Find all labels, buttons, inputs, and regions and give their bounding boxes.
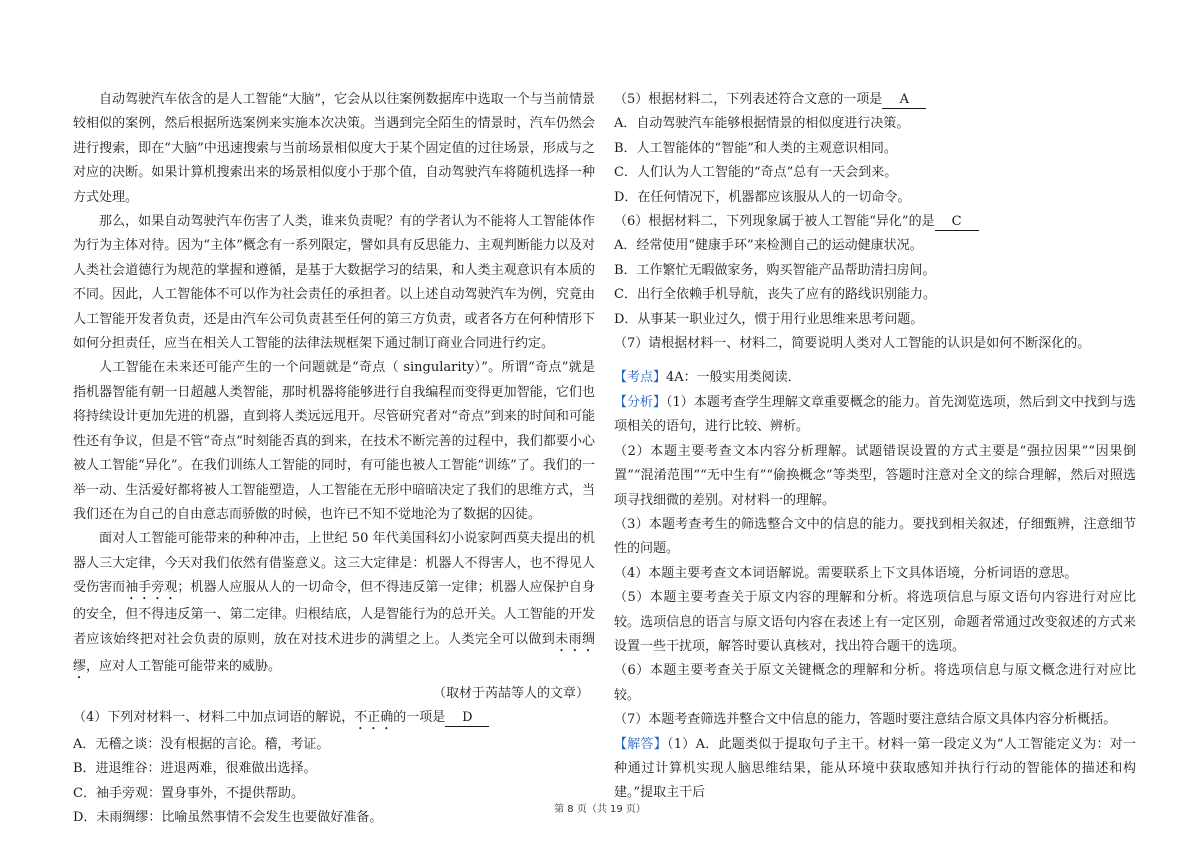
question-5-option-c: C．人们认为人工智能的“奇点”总有一天会到来。 bbox=[614, 165, 898, 181]
section-gap bbox=[614, 356, 1136, 366]
kaodian-tag: 【考点】 bbox=[614, 370, 667, 386]
question-6-answer: C bbox=[935, 214, 979, 231]
jieda-line bbox=[614, 733, 1136, 806]
fenxi-1-text: （1）本题考查学生理解文章重要概念的能力。首先浏览选项，然后到文中找到与选项相关的语句，进行比较、辨析。 bbox=[614, 394, 1136, 435]
fenxi-2: （2）本题主要考查文本内容分析理解。试题错误设置的方式主要是“强拉因果”“因果倒置”“混淆范围”“无中生有”“偷换概念”等类型，答题时注意对全文的综合理解，然后对照选项寻找细微的差别。对材料一的理解。 bbox=[614, 443, 1136, 508]
question-5-option-b: B．人工智能体的“智能”和人类的主观意识相同。 bbox=[614, 140, 897, 156]
dotted-term-weiyu: 未雨绸缪 bbox=[73, 631, 595, 674]
source-note: （取材于芮喆等人的文章） bbox=[432, 685, 589, 701]
left-column bbox=[73, 88, 595, 831]
material-paragraph-3: 人工智能在未来还可能产生的一个问题就是“奇点（ singularity）”。所谓“奇点”就是指机器智能有朝一日超越人类智能，那时机器将能够进行自我编程而变得更加智能，它们也将持续设计更加先进的机器，直到将人类远远甩开。尽管研究者对“奇点”到来的时间和可能性还有争议，但是不管“奇点”时刻能否真的到来，在技术不断完善的过程中，我们都要小心被人工智能“异化”。在我们训练人工智能的同时，有可能也被人工智能“训练”了。我们的一举一动、生活爱好都将被人工智能塑造，人工智能在无形中暗暗决定了我们的思维方式，当我们还在为自己的自由意志而骄傲的时候，也许已不知不觉地沦为了数据的囚徒。 bbox=[73, 360, 595, 522]
fenxi-5: （5）本题主要考查关于原文内容的理解和分析。将选项信息与原文语句内容进行对应比较。选项信息的语言与原文语句内容在表述上有一定区别，命题者常通过改变叙述的方式来设置一些干扰项，解答时要认真核对，找出符合题干的选项。 bbox=[614, 590, 1136, 654]
material-paragraph-2: 那么，如果自动驾驶汽车伤害了人类，谁来负责呢？有的学者认为不能将人工智能体作为行为主体对待。因为“主体”概念有一系列限定，譬如具有反思能力、主观判断能力以及对人类社会道德行为规范的掌握和遵循，是基于大数据学习的结果，和人类主观意识有本质的不同。因此，人工智能体不可以作为社会责任的承担者。以上述自动驾驶汽车为例，究竟由人工智能开发者负责，还是由汽车公司负责甚至任何的第三方负责，或者各方在何种情形下如何分担责任，应当在相关人工智能的法律法规框架下通过制订商业合同进行约定。 bbox=[73, 214, 595, 352]
fenxi-4: （4）本题主要考查文本词语解说。需要联系上下文具体语境，分析词语的意思。 bbox=[614, 565, 1078, 581]
question-6-option-c: C．出行全依赖手机导航，丧失了应有的路线识别能力。 bbox=[614, 287, 936, 303]
question-6-option-a: A．经常使用“健康手环”来检测自己的运动健康状况。 bbox=[614, 238, 923, 254]
material-paragraph-1: 自动驾驶汽车依含的是人工智能“大脑”，它会从以往案例数据库中选取一个与当前情景较相似的案例，然后根据所选案例来实施本次决策。当遇到完全陌生的情景时，汽车仍然会进行搜索，即在“大脑”中迅速搜索与当前场景相似度大于某个固定值的过往场景，形成与之对应的决断。如果计算机搜索出来的场景相似度小于那个值，自动驾驶汽车将随机选择一种方式处理。 bbox=[73, 92, 595, 205]
question-7: （7）请根据材料一、材料二，简要说明人类对人工智能的认识是如何不断深化的。 bbox=[614, 336, 1091, 352]
kaodian-line bbox=[614, 366, 1136, 390]
paragraph-4-part-c: ，应对人工智能可能带来的威胁。 bbox=[86, 658, 282, 674]
question-4-suffix: 的一项是 bbox=[393, 709, 446, 725]
question-5-option-d: D．在任何情况下，机器都应该服从人的一切命令。 bbox=[614, 189, 911, 205]
kaodian-text: 4A：一般实用类阅读． bbox=[666, 370, 801, 386]
fenxi-1 bbox=[614, 391, 1136, 440]
question-4-prefix: （4）下列对材料一、材料二中加点词语的解说， bbox=[73, 709, 355, 725]
question-4-dotted: 不正确 bbox=[354, 709, 394, 725]
question-5-stem: （5）根据材料二，下列表述符合文意的一项是 bbox=[614, 92, 883, 107]
question-6-option-b: B．工作繁忙无暇做家务，购买智能产品帮助清扫房间。 bbox=[614, 262, 936, 278]
fenxi-6: （6）本题主要考查关于原文关键概念的理解和分析。将选项信息与原文概念进行对应比较。 bbox=[614, 663, 1136, 703]
question-4-option-c: C．袖手旁观：置身事外，不提供帮助。 bbox=[73, 785, 304, 801]
question-4-option-d: D．未雨绸缪：比喻虽然事情不会发生也要做好准备。 bbox=[73, 810, 383, 826]
page-footer: 第 8 页（共 19 页） bbox=[554, 804, 646, 815]
fenxi-7: （7）本题考查筛选并整合文中信息的能力，答题时要注意结合原文具体内容分析概括。 bbox=[614, 712, 1117, 728]
jieda-text: （1）A．此题类似于提取句子主干。材料一第一段定义为“人工智能定义为：对一种通过计算机实现人脑思维结果，能从环境中获取感知并执行行动的智能体的描述和构建。”提取主干后 bbox=[614, 736, 1136, 801]
question-4 bbox=[73, 706, 595, 733]
fenxi-tag: 【分析】 bbox=[614, 394, 667, 410]
question-6-option-d: D．从事某一职业过久，惯于用行业思维来思考问题。 bbox=[614, 311, 924, 327]
question-6-stem: （6）根据材料二，下列现象属于被人工智能“异化”的是 bbox=[614, 214, 935, 230]
dotted-term-xiushou: 袖手旁观 bbox=[125, 580, 178, 596]
question-5-option-a: A．自动驾驶汽车能够根据情景的相似度进行决策。 bbox=[614, 116, 910, 132]
paragraph-4-part-a: 面对人工智能可能带来的种种冲击，上世纪 50 年代美国科幻小说家阿西莫夫提出的机器人三大定律，今天对我们依然有借鉴意义。这三大定律是：机器人不得害人，也不得见人受伤害而 bbox=[73, 531, 595, 596]
question-5-answer: A bbox=[882, 92, 926, 109]
question-4-option-a: A．无稽之谈：没有根据的言论。稽，考证。 bbox=[73, 736, 330, 752]
question-6 bbox=[614, 210, 1136, 234]
paragraph-4-part-b: ；机器人应服从人的一切命令，但不得违反第一定律；机器人应保护自身的安全，但不得违反第一、第二定律。归根结底，人是智能行为的总开关。人工智能的开发者应该始终把对社会负责的原则，放在对技术进步的满望之上。人类完全可以做到 bbox=[73, 580, 595, 647]
right-column bbox=[614, 88, 1136, 806]
material-paragraph-4 bbox=[73, 527, 595, 681]
question-4-option-b: B．进退维谷：进退两难，很难做出选择。 bbox=[73, 761, 317, 777]
jieda-tag: 【解答】 bbox=[614, 736, 668, 752]
question-5 bbox=[614, 88, 1136, 112]
question-4-answer: D bbox=[445, 710, 489, 727]
fenxi-3: （3）本题考查考生的筛选整合文中的信息的能力。要找到相关叙述，仔细甄辨，注意细节性的问题。 bbox=[614, 516, 1136, 557]
